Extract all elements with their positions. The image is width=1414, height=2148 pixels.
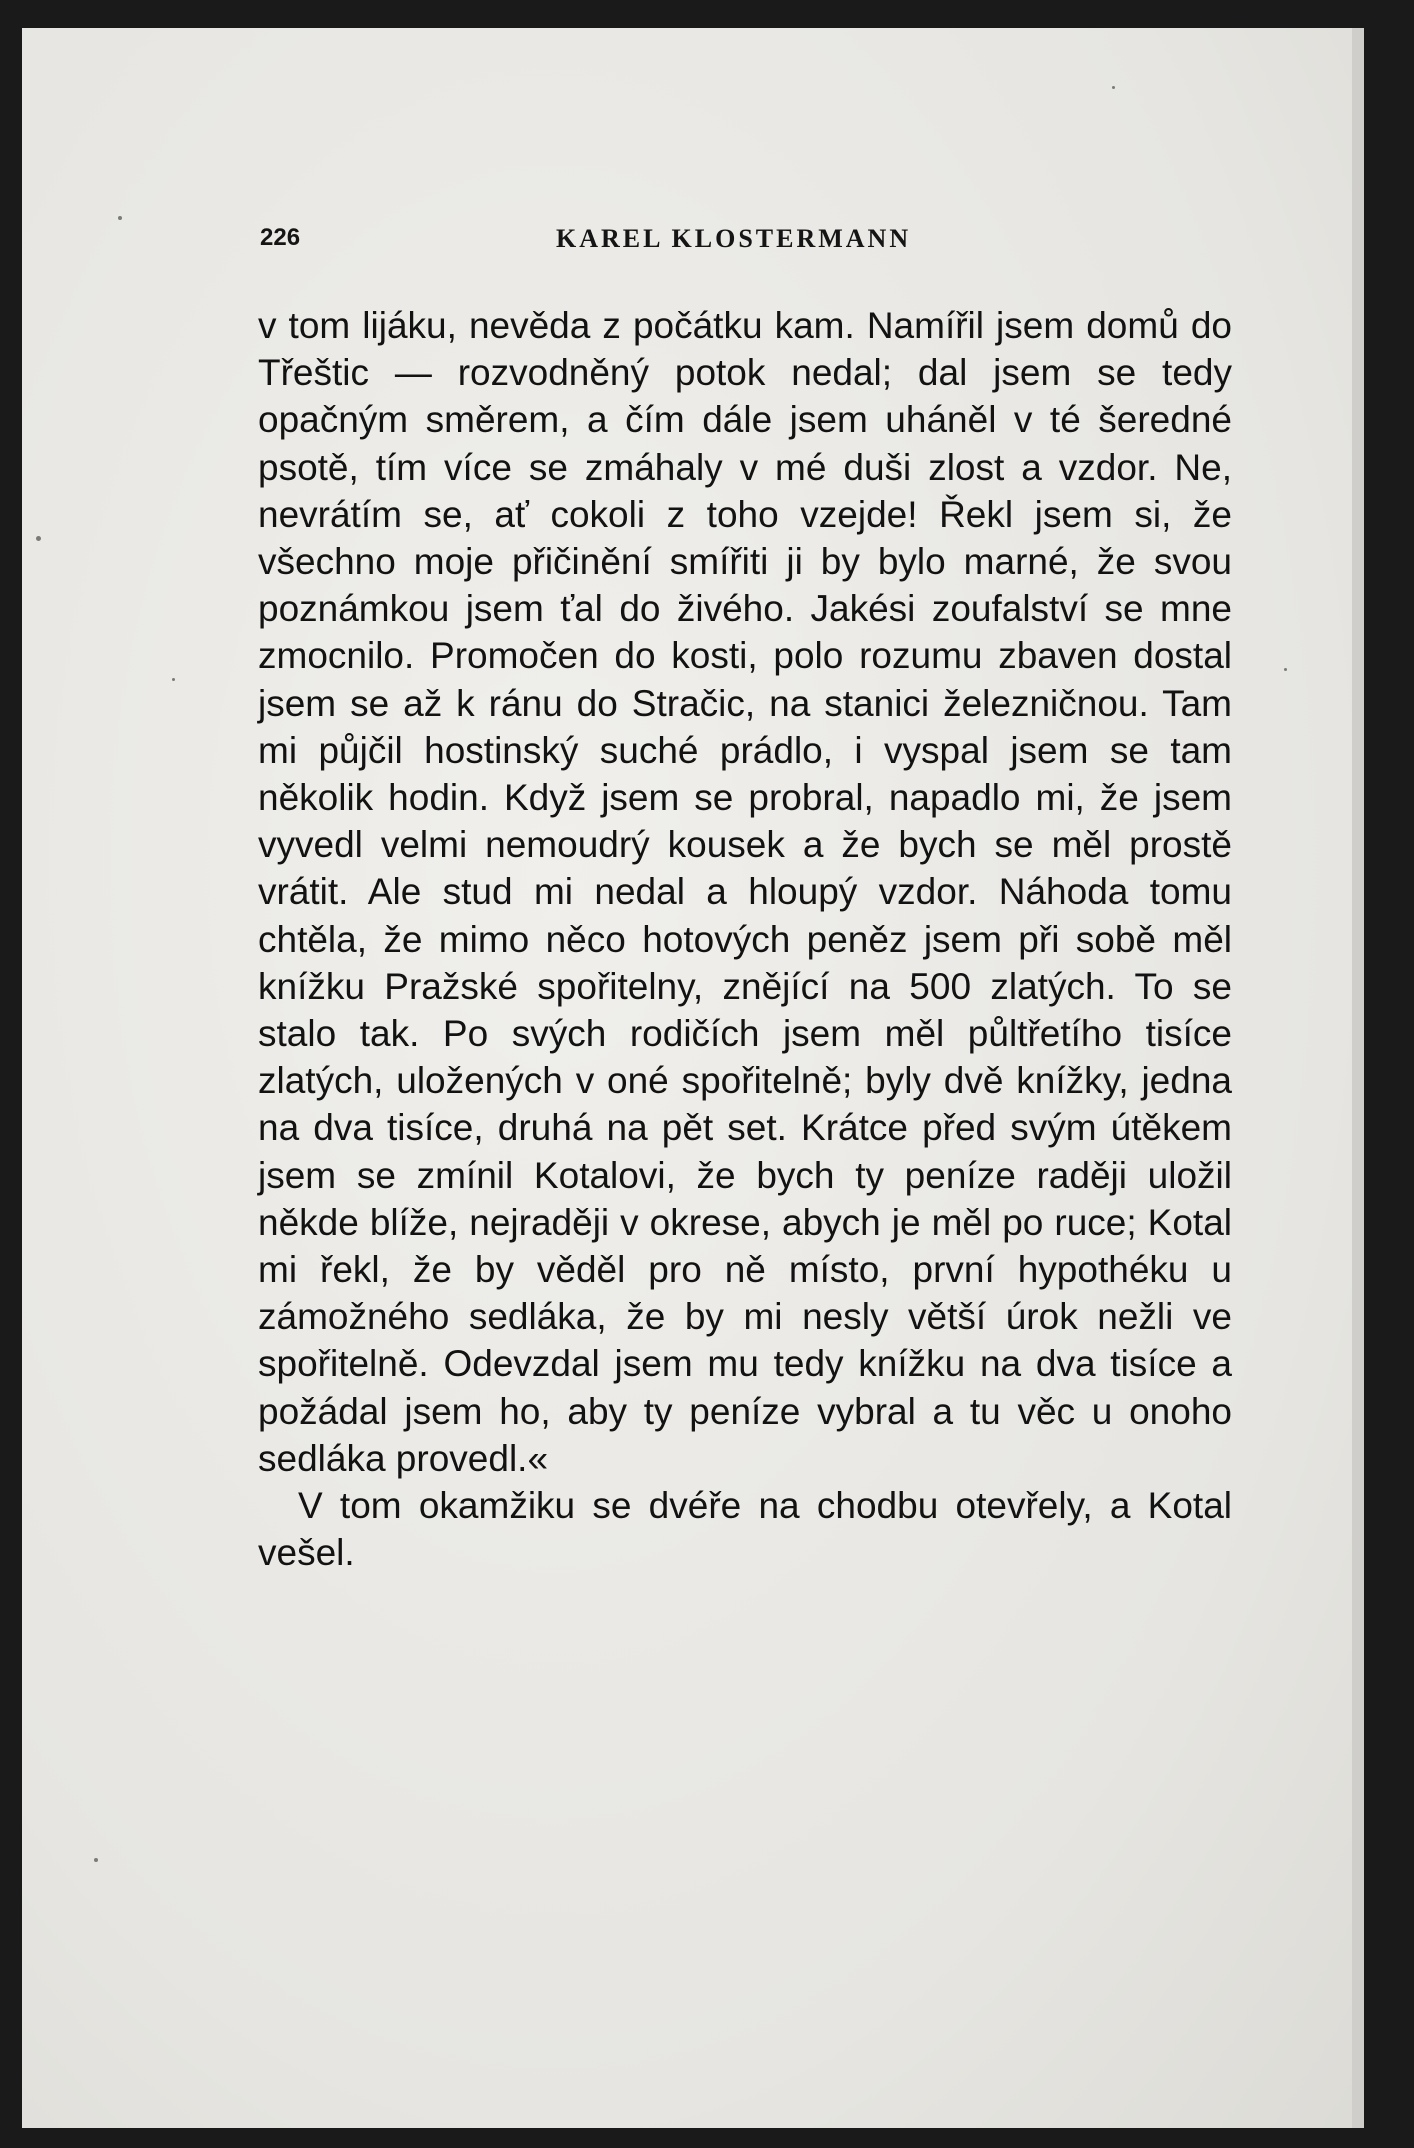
paragraph: V tom okamžiku se dvéře na chodbu otevřely, a Kotal vešel. <box>258 1485 1232 1574</box>
dust-speck <box>118 216 122 220</box>
body-text <box>258 302 1232 1576</box>
running-head: KAREL KLOSTERMANN <box>556 224 912 253</box>
paragraph: v tom lijáku, nevěda z počátku kam. Namířil jsem domů do Třeštic — rozvodněný potok nedal; dal jsem se tedy opačným směrem, a čím dále jsem uháněl v té šeredné psotě, tím více se zmáhaly v mé duši zlost a vzdor. Ne, nevrátím se, ať cokoli z toho vzejde! Řekl jsem si, že všechno moje přičinění smířiti ji by bylo marné, že svou poznámkou jsem ťal do živého. Jakési zoufalství se mne zmocnilo. Promočen do kosti, polo rozumu zbaven dostal jsem se až k ránu do Stračic, na stanici železničnou. Tam mi půjčil hostinský suché prádlo, i vyspal jsem se tam několik hodin. Když jsem se probral, napadlo mi, že jsem vyvedl velmi nemoudrý kousek a že bych se měl prostě vrátit. Ale stud mi nedal a hloupý vzdor. Náhoda tomu chtěla, že mimo něco hotových peněz jsem při sobě měl knížku Pražské spořitelny, znějící na 500 zlatých. To se stalo tak. Po svých rodičích jsem měl půltřetího tisíce zlatých, uložených v oné spořitelně; byly dvě knížky, jedna na dva tisíce, druhá na pět set. Krátce před svým útěkem jsem se zmínil Kotalovi, že bych ty peníze raději uložil někde blíže, nejraději v okrese, abych je měl po ruce; Kotal mi řekl, že by věděl pro ně místo, první hypothéku u zámožného sedláka, že by mi nesly větší úrok nežli ve spořitelně. Odevzdal jsem mu tedy knížku na dva tisíce a požádal jsem ho, aby ty peníze vybral a tu věc u onoho sedláka provedl.« <box>258 305 1232 1479</box>
dust-speck <box>36 536 41 541</box>
dust-speck <box>1112 86 1115 89</box>
page-header <box>260 220 1240 260</box>
page-edge <box>1352 28 1364 2128</box>
page-number: 226 <box>260 224 301 251</box>
dust-speck <box>94 1858 98 1862</box>
dust-speck <box>172 678 175 681</box>
dust-speck <box>1284 668 1287 671</box>
